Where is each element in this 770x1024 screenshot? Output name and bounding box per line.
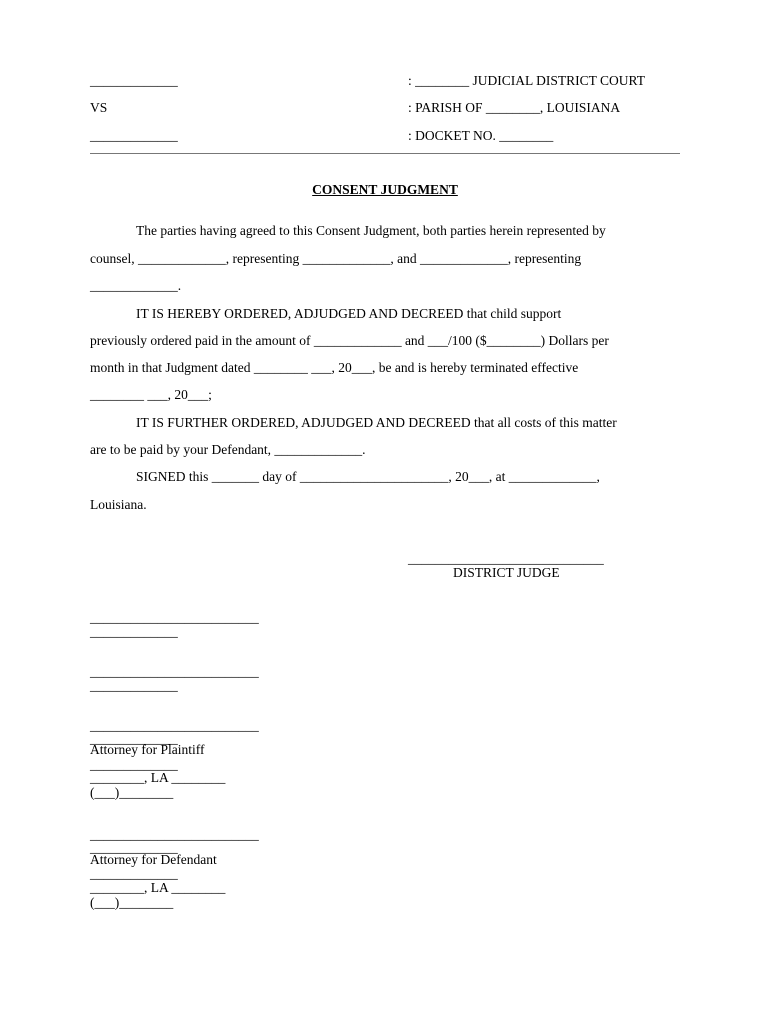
party-2-signature-line: _________________________ — [90, 664, 259, 679]
paragraph-1-line-3: _____________. — [90, 278, 182, 293]
paragraph-3-line-1: IT IS FURTHER ORDERED, ADJUDGED AND DECREED that all costs of this matter — [136, 415, 617, 430]
docket-number-line: : DOCKET NO. ________ — [408, 128, 554, 143]
plaintiff-attorney-name-line: _____________ — [90, 731, 178, 746]
plaintiff-attorney-phone-line: (___)________ — [90, 785, 174, 800]
party-1-name-line: _____________ — [90, 624, 178, 639]
paragraph-1-line-2: counsel, _____________, representing _____________, and _____________, representing — [90, 251, 582, 266]
paragraph-4-line-1: SIGNED this _______ day of ______________________, 20___, at _____________, — [136, 469, 600, 484]
defendant-attorney-phone-line: (___)________ — [90, 895, 174, 910]
paragraph-1-line-1: The parties having agreed to this Consent Judgment, both parties herein represented by — [136, 223, 606, 238]
defendant-attorney-name-line: _____________ — [90, 840, 178, 855]
paragraph-2-line-2: previously ordered paid in the amount of _____________ and ___/100 ($________) Dollars per — [90, 333, 609, 348]
court-name-line: : ________ JUDICIAL DISTRICT COURT — [408, 73, 645, 88]
defendant-attorney-city-line: ________, LA ________ — [90, 880, 226, 895]
paragraph-3-line-2: are to be paid by your Defendant, _____________. — [90, 442, 366, 457]
judge-signature-line: _____________________________ — [408, 551, 604, 566]
paragraph-2-line-3: month in that Judgment dated ________ ___, 20___, be and is hereby terminated effective — [90, 360, 579, 375]
judge-label: DISTRICT JUDGE — [453, 565, 560, 580]
paragraph-4-line-2: Louisiana. — [90, 497, 147, 512]
defendant-attorney-signature-line: _________________________ — [90, 827, 259, 842]
plaintiff-attorney-address-line: _____________ — [90, 757, 178, 772]
caption-divider — [90, 153, 680, 154]
defendant-name-blank: _____________ — [90, 128, 178, 143]
paragraph-2-line-1: IT IS HEREBY ORDERED, ADJUDGED AND DECREED that child support — [136, 306, 562, 321]
party-2-name-line: _____________ — [90, 678, 178, 693]
versus-label: VS — [90, 100, 108, 115]
document-title: CONSENT JUDGMENT — [312, 182, 458, 197]
party-1-signature-line: _________________________ — [90, 610, 259, 625]
defendant-attorney-address-line: _____________ — [90, 866, 178, 881]
paragraph-2-line-4: ________ ___, 20___; — [90, 387, 212, 402]
plaintiff-attorney-signature-line: _________________________ — [90, 718, 259, 733]
plaintiff-name-blank: _____________ — [90, 73, 178, 88]
defendant-attorney-label: Attorney for Defendant — [90, 852, 217, 867]
plaintiff-attorney-city-line: ________, LA ________ — [90, 770, 226, 785]
plaintiff-attorney-label: Attorney for Plaintiff — [90, 742, 205, 757]
parish-line: : PARISH OF ________, LOUISIANA — [408, 100, 621, 115]
